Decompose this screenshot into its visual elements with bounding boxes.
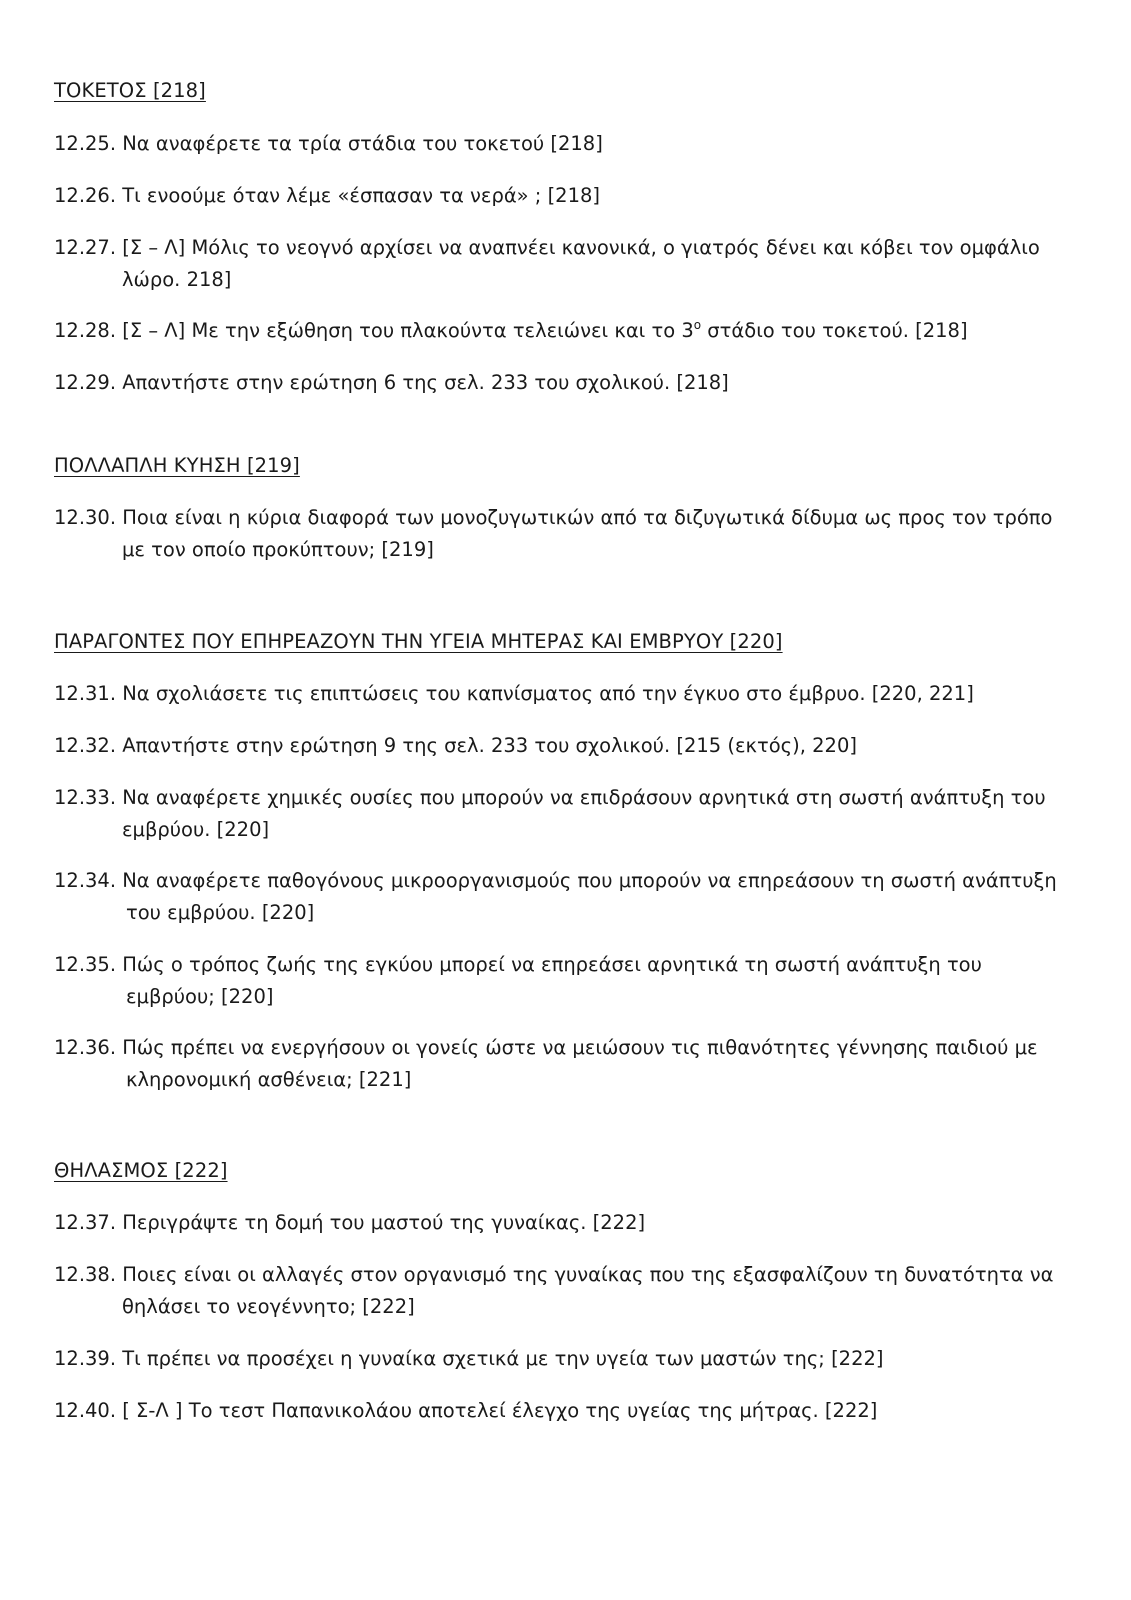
question-text-continued: λώρο. 218] xyxy=(122,268,232,291)
question-text: 12.28. [Σ – Λ] Με την εξώθηση του πλακούντα τελειώνει και το $3^o$ στάδιο του τοκετού. [218] xyxy=(54,318,968,342)
question-text: 12.34. Να αναφέρετε παθογόνους μικροοργανισμούς που μπορούν να επηρεάσουν τη σωστή ανάπτυξη xyxy=(54,869,1057,892)
question-12-29 xyxy=(54,372,1084,394)
question-text-continued: εμβρύου; [220] xyxy=(126,985,274,1008)
section-heading-paragontes: ΠΑΡΑΓΟΝΤΕΣ ΠΟΥ ΕΠΗΡΕΑΖΟΥΝ ΤΗΝ ΥΓΕΙΑ ΜΗΤΕΡΑΣ ΚΑΙ ΕΜΒΡΥΟΥ [220] xyxy=(54,630,783,653)
question-12-31 xyxy=(54,683,1084,705)
question-text: 12.36. Πώς πρέπει να ενεργήσουν οι γονείς ώστε να μειώσουν τις πιθανότητες γέννησης παιδιού με xyxy=(54,1036,1038,1059)
question-text: 12.33. Να αναφέρετε χημικές ουσίες που μπορούν να επιδράσουν αρνητικά στη σωστή ανάπτυξη του xyxy=(54,786,1046,809)
question-text: 12.29. Απαντήστε στην ερώτηση 6 της σελ. 233 του σχολικού. [218] xyxy=(54,371,729,394)
question-text: 12.38. Ποιες είναι οι αλλαγές στον οργανισμό της γυναίκας που της εξασφαλίζουν τη δυνατότητα να xyxy=(54,1263,1054,1286)
question-text-continued: του εμβρύου. [220] xyxy=(126,901,315,924)
question-12-25 xyxy=(54,133,1084,155)
question-text: 12.40. [ Σ-Λ ] Το τεστ Παπανικολάου αποτελεί έλεγχο της υγείας της μήτρας. [222] xyxy=(54,1399,878,1422)
section-heading-thilasmos: ΘΗΛΑΣΜΟΣ [222] xyxy=(54,1159,228,1182)
question-12-34 xyxy=(54,870,1084,924)
question-12-36 xyxy=(54,1037,1084,1091)
question-text: 12.35. Πώς ο τρόπος ζωής της εγκύου μπορεί να επηρεάσει αρνητικά τη σωστή ανάπτυξη του xyxy=(54,953,982,976)
question-text-continued: εμβρύου. [220] xyxy=(122,818,270,841)
section-heading-pollapli-kyisi: ΠΟΛΛΑΠΛΗ ΚΥΗΣΗ [219] xyxy=(54,454,300,477)
question-12-37 xyxy=(54,1212,1084,1234)
question-12-26 xyxy=(54,185,1084,207)
ordinal-superscript: ο xyxy=(693,318,702,332)
question-12-38 xyxy=(54,1264,1084,1318)
question-12-35 xyxy=(54,954,1084,1008)
question-text: 12.37. Περιγράψτε τη δομή του μαστού της γυναίκας. [222] xyxy=(54,1211,646,1234)
question-12-27 xyxy=(54,237,1084,291)
question-text: 12.26. Τι ενοούμε όταν λέμε «έσπασαν τα νερά» ; [218] xyxy=(54,184,601,207)
question-12-28 xyxy=(54,320,1084,342)
question-12-40 xyxy=(54,1400,1084,1422)
question-text: 12.25. Να αναφέρετε τα τρία στάδια του τοκετού [218] xyxy=(54,132,603,155)
question-text-continued: κληρονομική ασθένεια; [221] xyxy=(126,1068,412,1091)
question-text: 12.30. Ποια είναι η κύρια διαφορά των μονοζυγωτικών από τα διζυγωτικά δίδυμα ως προς τον τρόπο xyxy=(54,506,1053,529)
question-text: 12.39. Τι πρέπει να προσέχει η γυναίκα σχετικά με την υγεία των μαστών της; [222] xyxy=(54,1347,884,1370)
question-text: 12.32. Απαντήστε στην ερώτηση 9 της σελ. 233 του σχολικού. [215 (εκτός), 220] xyxy=(54,734,857,757)
question-text: 12.31. Να σχολιάσετε τις επιπτώσεις του καπνίσματος από την έγκυο στο έμβρυο. [220, 221] xyxy=(54,682,974,705)
section-heading-toketos: ΤΟΚΕΤΟΣ [218] xyxy=(54,79,206,102)
question-text: 12.27. [Σ – Λ] Μόλις το νεογνό αρχίσει να αναπνέει κανονικά, ο γιατρός δένει και κόβει τον ομφάλιο xyxy=(54,236,1040,259)
question-text-continued: θηλάσει το νεογέννητο; [222] xyxy=(122,1295,415,1318)
question-12-33 xyxy=(54,787,1084,841)
question-12-32 xyxy=(54,735,1084,757)
question-text-continued: με τον οποίο προκύπτουν; [219] xyxy=(122,538,434,561)
question-12-39 xyxy=(54,1348,1084,1370)
question-12-30 xyxy=(54,507,1084,561)
